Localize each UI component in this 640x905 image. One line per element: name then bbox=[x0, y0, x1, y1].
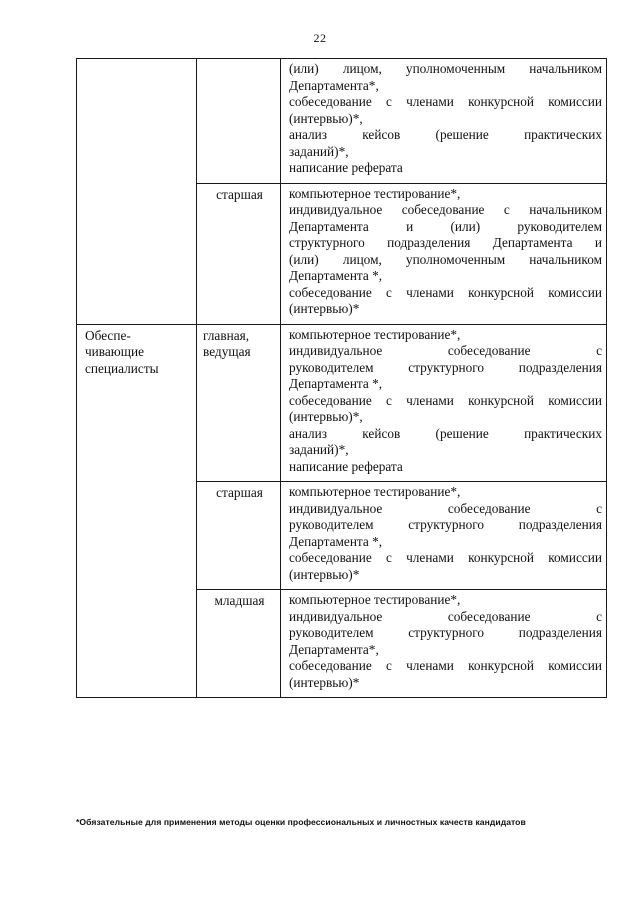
method-line: компьютерное тестирование*, bbox=[289, 592, 461, 607]
method-line: Департамента *, bbox=[289, 376, 383, 391]
method-line: (интервью)* bbox=[289, 674, 360, 690]
method-line: заданий)*, bbox=[289, 442, 349, 457]
level-label: старшая bbox=[216, 186, 263, 202]
method-line: Департамента*, bbox=[289, 77, 379, 93]
method-line: (интервью)* bbox=[289, 301, 360, 316]
method-line: собеседование с членами конкурсной комиссии bbox=[289, 94, 602, 109]
method-line: руководителем структурного подразделения bbox=[289, 625, 602, 640]
page-number: 22 bbox=[313, 31, 327, 45]
level-cell bbox=[197, 482, 281, 590]
level-label: главная, ведущая bbox=[203, 327, 251, 359]
methods-cell bbox=[281, 324, 607, 482]
group-cell bbox=[77, 324, 197, 698]
method-line: индивидуальное собеседование с bbox=[289, 343, 602, 358]
method-line: компьютерное тестирование*, bbox=[289, 326, 461, 342]
methods-cell bbox=[281, 59, 607, 184]
method-line: Департамента и (или) руководителем bbox=[289, 218, 602, 234]
method-line: компьютерное тестирование*, bbox=[289, 185, 461, 201]
methods-cell bbox=[281, 482, 607, 590]
method-line: написание реферата bbox=[289, 458, 403, 474]
level-label: старшая bbox=[216, 485, 263, 500]
method-line: руководителем структурного подразделения bbox=[289, 359, 602, 375]
method-line: заданий)*, bbox=[289, 143, 349, 159]
method-line: индивидуальное собеседование с bbox=[289, 500, 602, 516]
method-line: Департамента*, bbox=[289, 641, 379, 657]
level-label: младшая bbox=[214, 593, 265, 608]
level-cell bbox=[197, 183, 281, 324]
method-line: руководителем структурного подразделения bbox=[289, 517, 602, 532]
method-line: анализ кейсов (решение практических bbox=[289, 425, 602, 441]
method-line: (или) лицом, уполномоченным начальником bbox=[289, 251, 602, 267]
assessment-methods-table bbox=[76, 58, 607, 698]
group-cell-empty bbox=[77, 59, 197, 325]
method-line: индивидуальное собеседование с bbox=[289, 608, 602, 624]
method-line: Департамента *, bbox=[289, 268, 383, 283]
method-line: компьютерное тестирование*, bbox=[289, 484, 461, 499]
methods-cell bbox=[281, 590, 607, 698]
method-line: (интервью)* bbox=[289, 566, 360, 582]
level-cell bbox=[197, 59, 281, 184]
method-line: (или) лицом, уполномоченным начальником bbox=[289, 61, 602, 76]
table-row bbox=[77, 324, 607, 482]
methods-cell bbox=[281, 183, 607, 324]
method-line: (интервью)*, bbox=[289, 409, 363, 424]
method-line: собеседование с членами конкурсной комиссии bbox=[289, 392, 602, 408]
method-line: (интервью)*, bbox=[289, 110, 363, 126]
method-line: индивидуальное собеседование с начальником bbox=[289, 202, 602, 217]
method-line: собеседование с членами конкурсной комиссии bbox=[289, 550, 602, 565]
table-row bbox=[77, 59, 607, 184]
method-line: Департамента *, bbox=[289, 533, 383, 549]
group-label: Обеспе- чивающие специалисты bbox=[85, 327, 159, 376]
method-line: написание реферата bbox=[289, 160, 403, 175]
method-line: структурного подразделения Департамента и bbox=[289, 235, 602, 250]
level-cell bbox=[197, 590, 281, 698]
footnote: *Обязательные для применения методы оценки профессиональных и личностных качеств кандидатов bbox=[76, 817, 526, 827]
method-line: собеседование с членами конкурсной комиссии bbox=[289, 284, 602, 300]
method-line: собеседование с членами конкурсной комиссии bbox=[289, 658, 602, 673]
level-cell bbox=[197, 324, 281, 482]
method-line: анализ кейсов (решение практических bbox=[289, 127, 602, 142]
